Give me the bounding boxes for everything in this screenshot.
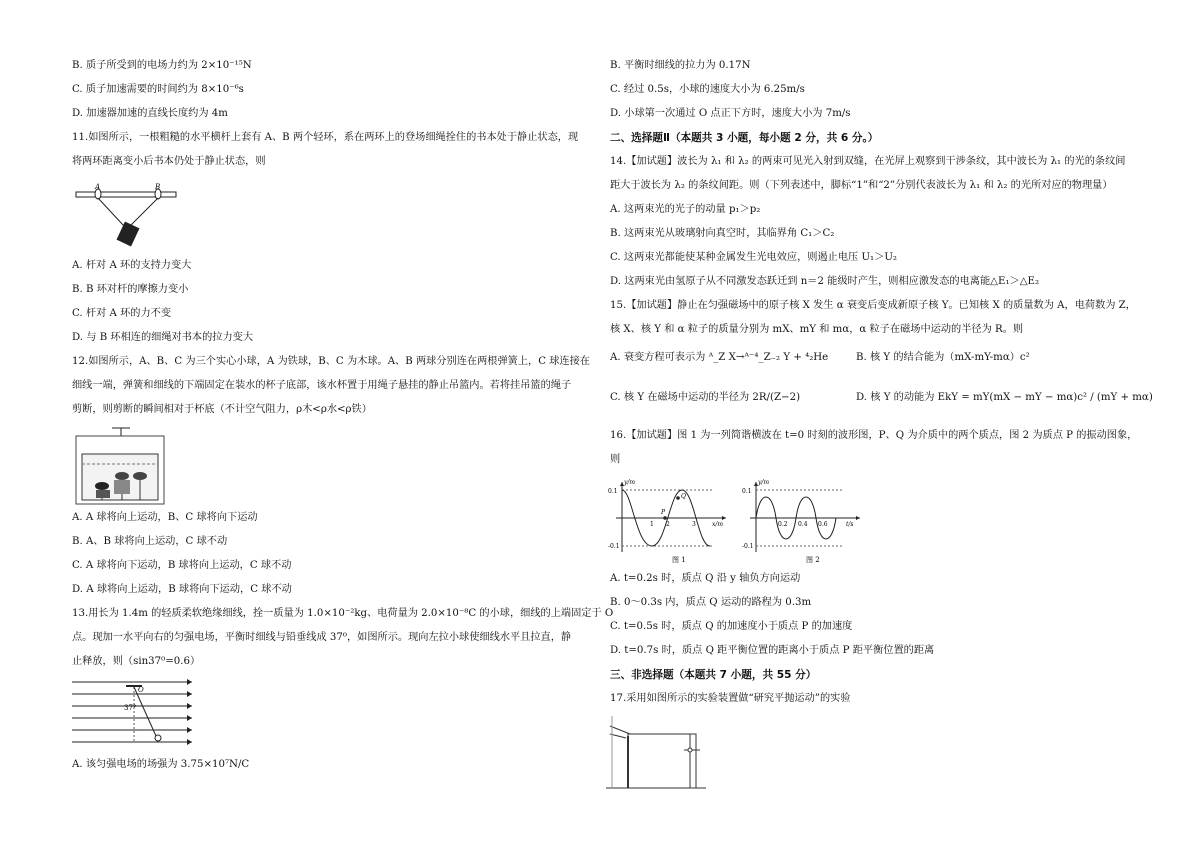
q10-option-b: B. 质子所受到的电场力约为 2×10⁻¹⁵N [72, 60, 252, 71]
q11-fig-label-b: B [155, 183, 161, 191]
q16-stem-line1: 16.【加试题】图 1 为一列简谐横波在 t=0 时刻的波形图，P、Q 为介质中的两个质点，图 2 为质点 P 的振动图象， [610, 430, 1138, 441]
fig2-bottom-tick: -0.1 [742, 543, 754, 550]
q16-figure-2-vibration [742, 476, 870, 564]
q16-option-a: A. t=0.2s 时，质点 Q 沿 y 轴负方向运动 [610, 573, 801, 584]
q17-stem: 17.采用如图所示的实验装置做“研究平抛运动”的实验 [610, 693, 851, 704]
q12-option-c: C. A 球将向下运动，B 球将向上运动，C 球不动 [72, 560, 292, 571]
fig2-xlabel: t/s [846, 521, 854, 528]
q13-option-b: B. 平衡时细线的拉力为 0.17N [610, 60, 751, 71]
fig2-top-tick: 0.1 [742, 488, 752, 495]
section-2-heading: 二、选择题Ⅱ（本题共 3 小题，每小题 2 分，共 6 分。） [610, 132, 879, 144]
q13-stem-line2: 点。现加一水平向右的匀强电场，平衡时细线与铅垂线成 37⁰，如图所示。现向左拉小球使细线水平且拉直，静 [72, 632, 572, 643]
q11-option-c: C. 杆对 A 环的力不变 [72, 308, 172, 319]
q12-stem-line1: 12.如图所示，A、B、C 为三个实心小球，A 为铁球，B、C 为木球。A、B 两球分别连在两根弹簧上，C 球连接在 [72, 356, 590, 367]
fig1-x1: 1 [650, 521, 654, 528]
q16-stem-line2: 则 [610, 454, 621, 465]
q15-option-b: B. 核 Y 的结合能为（mX-mY-mα）c² [856, 352, 1030, 363]
q11-fig-label-a: A [95, 183, 101, 191]
fig2-caption: 图 2 [806, 556, 820, 564]
q15-stem-line2: 核 X、核 Y 和 α 粒子的质量分别为 mX、mY 和 mα，α 粒子在磁场中运动的半径为 R。则 [610, 324, 1024, 335]
q14-option-c: C. 这两束光都能使某种金属发生光电效应，则遏止电压 U₁＞U₂ [610, 252, 897, 263]
q15-option-c: C. 核 Y 在磁场中运动的半径为 2R/(Z−2) [610, 392, 801, 403]
q11-option-a: A. 杆对 A 环的支持力变大 [72, 260, 192, 271]
q16-figure-1-waveform [608, 476, 736, 564]
q11-stem-line2: 将两环距离变小后书本仍处于静止状态，则 [72, 156, 266, 167]
fig1-xlabel: x/m [712, 521, 724, 528]
q11-stem-line1: 11.如图所示，一根粗糙的水平横杆上套有 A、B 两个轻环，系在两环上的登场细绳拴住的书本处于静止状态，现 [72, 132, 579, 143]
q12-option-b: B. A、B 球将向上运动，C 球不动 [72, 536, 228, 547]
q17-figure-projectile-apparatus [606, 714, 710, 790]
q15-option-d: D. 核 Y 的动能为 EkY = mY(mX − mY − mα)c² / (mY + mα) [856, 392, 1153, 403]
q14-option-b: B. 这两束光从玻璃射向真空时，其临界角 C₁＞C₂ [610, 228, 835, 239]
q16-option-c: C. t=0.5s 时，质点 Q 的加速度小于质点 P 的加速度 [610, 621, 853, 632]
fig2-ylabel: y/m [758, 479, 770, 486]
fig1-caption: 图 1 [672, 556, 686, 564]
fig1-ylabel: y/m [624, 479, 636, 486]
fig2-x2: 0.4 [798, 521, 808, 528]
q12-option-a: A. A 球将向上运动，B、C 球将向下运动 [72, 512, 258, 523]
q14-stem-line1: 14.【加试题】波长为 λ₁ 和 λ₂ 的两束可见光入射到双缝，在光屏上观察到干涉条纹，其中波长为 λ₁ 的光的条纹间 [610, 156, 1126, 167]
q16-option-b: B. 0～0.3s 内，质点 Q 运动的路程为 0.3m [610, 597, 812, 608]
q16-option-d: D. t=0.7s 时，质点 Q 距平衡位置的距离小于质点 P 距平衡位置的距离 [610, 645, 935, 656]
q14-option-d: D. 这两束光由氢原子从不同激发态跃迁到 n＝2 能级时产生，则相应激发态的电离能△E₁＞△E₂ [610, 276, 1040, 287]
q13-option-c: C. 经过 0.5s，小球的速度大小为 6.25m/s [610, 84, 805, 95]
q14-option-a: A. 这两束光的光子的动量 p₁＞p₂ [610, 204, 761, 215]
fig2-x1: 0.2 [778, 521, 788, 528]
fig1-label-p: P [661, 509, 666, 516]
fig2-x3: 0.6 [818, 521, 828, 528]
fig1-top-tick: 0.1 [608, 488, 618, 495]
fig1-label-q: Q [681, 493, 686, 500]
q11-figure-book-on-strings [74, 180, 180, 250]
q14-stem-line2: 距大于波长为 λ₂ 的条纹间距。则（下列表述中，脚标“1”和“2”分别代表波长为 λ₁ 和 λ₂ 的光所对应的物理量） [610, 180, 1113, 191]
q10-option-d: D. 加速器加速的直线长度约为 4m [72, 108, 228, 119]
q12-stem-line2: 细线一端，弹簧和细线的下端固定在装水的杯子底部，该水杯置于用绳子悬挂的静止吊篮内。若将挂吊篮的绳子 [72, 380, 572, 391]
q13-stem-line3: 止释放，则（sin37⁰=0.6） [72, 656, 201, 667]
q15-stem-line1: 15.【加试题】静止在匀强磁场中的原子核 X 发生 α 衰变后变成新原子核 Y。已知核 X 的质量数为 A，电荷数为 Z， [610, 300, 1136, 311]
q11-option-b: B. B 环对杆的摩擦力变小 [72, 284, 189, 295]
q13-option-d: D. 小球第一次通过 O 点正下方时，速度大小为 7m/s [610, 108, 851, 119]
q10-option-c: C. 质子加速需要的时间约为 8×10⁻⁶s [72, 84, 244, 95]
q12-stem-line3: 剪断，则剪断的瞬间相对于杯底（不计空气阻力，ρ木<ρ水<ρ铁） [72, 404, 372, 415]
fig1-x3: 3 [692, 521, 696, 528]
q11-option-d: D. 与 B 环相连的细绳对书本的拉力变大 [72, 332, 254, 343]
q12-figure-hanging-basket [72, 424, 168, 506]
fig1-x2: 2 [666, 521, 670, 528]
q13-fig-label-angle: 37° [124, 704, 137, 712]
q13-fig-label-o: O [138, 686, 144, 694]
fig1-bottom-tick: -0.1 [608, 543, 620, 550]
q13-figure-pendulum-in-field [72, 676, 196, 752]
q13-option-a: A. 该匀强电场的场强为 3.75×10⁷N/C [72, 759, 250, 770]
q12-option-d: D. A 球将向上运动，B 球将向下运动，C 球不动 [72, 584, 292, 595]
q13-stem-line1: 13.用长为 1.4m 的轻质柔软绝缘细线，拴一质量为 1.0×10⁻²kg、电荷量为 2.0×10⁻⁸C 的小球，细线的上端固定于 O [72, 608, 614, 619]
q15-option-a: A. 衰变方程可表示为 ᴬ_Z X→ᴬ⁻⁴_Z₋₂ Y + ⁴₂He [610, 352, 829, 363]
section-3-heading: 三、非选择题（本题共 7 小题，共 55 分） [610, 669, 817, 681]
